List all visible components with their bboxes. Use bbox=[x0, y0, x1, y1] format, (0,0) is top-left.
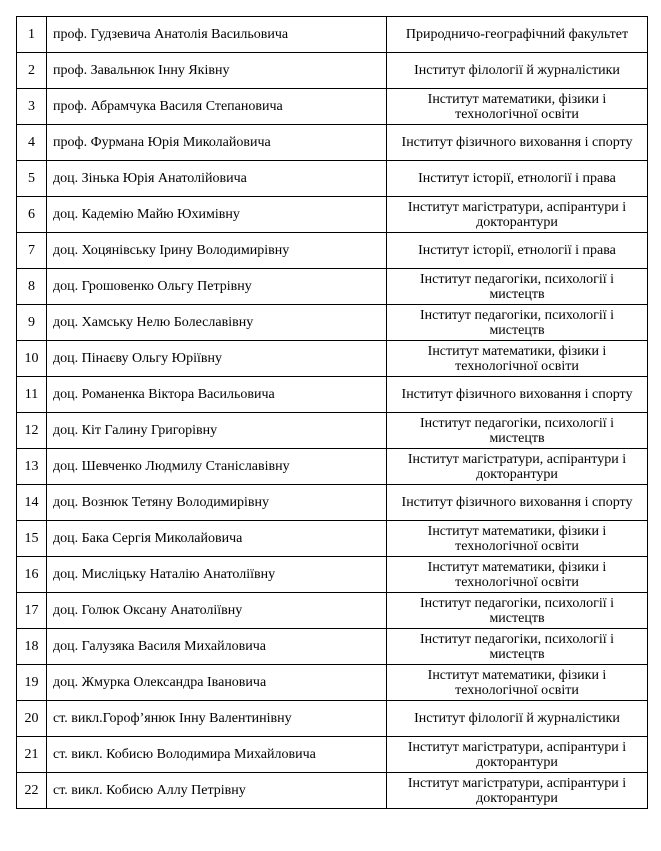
institute-name: Інститут фізичного виховання і спорту bbox=[387, 125, 648, 161]
row-number: 3 bbox=[17, 89, 47, 125]
table-row bbox=[17, 125, 648, 161]
institute-name: Інститут математики, фізики і технологічної освіти bbox=[387, 89, 648, 125]
table-row bbox=[17, 377, 648, 413]
row-number: 15 bbox=[17, 521, 47, 557]
institute-name: Інститут фізичного виховання і спорту bbox=[387, 377, 648, 413]
row-number: 11 bbox=[17, 377, 47, 413]
institute-name: Інститут філології й журналістики bbox=[387, 701, 648, 737]
table-row bbox=[17, 413, 648, 449]
institute-name: Інститут математики, фізики і технологічної освіти bbox=[387, 521, 648, 557]
table-row bbox=[17, 629, 648, 665]
table-row bbox=[17, 773, 648, 809]
table-row bbox=[17, 665, 648, 701]
row-number: 13 bbox=[17, 449, 47, 485]
institute-name: Інститут фізичного виховання і спорту bbox=[387, 485, 648, 521]
person-name: проф. Фурмана Юрія Миколайовича bbox=[47, 125, 387, 161]
row-number: 2 bbox=[17, 53, 47, 89]
row-number: 1 bbox=[17, 17, 47, 53]
person-name: доц. Мисліцьку Наталію Анатоліївну bbox=[47, 557, 387, 593]
institute-name: Інститут магістратури, аспірантури і докторантури bbox=[387, 449, 648, 485]
institute-name: Інститут педагогіки, психології і мистецтв bbox=[387, 269, 648, 305]
row-number: 18 bbox=[17, 629, 47, 665]
staff-table bbox=[16, 16, 648, 809]
person-name: доц. Хамську Нелю Болеславівну bbox=[47, 305, 387, 341]
row-number: 20 bbox=[17, 701, 47, 737]
table-row bbox=[17, 53, 648, 89]
person-name: ст. викл. Кобисю Володимира Михайловича bbox=[47, 737, 387, 773]
person-name: доц. Жмурка Олександра Івановича bbox=[47, 665, 387, 701]
row-number: 7 bbox=[17, 233, 47, 269]
person-name: доц. Бака Сергія Миколайовича bbox=[47, 521, 387, 557]
person-name: доц. Галузяка Василя Михайловича bbox=[47, 629, 387, 665]
table-row bbox=[17, 449, 648, 485]
institute-name: Інститут магістратури, аспірантури і докторантури bbox=[387, 773, 648, 809]
table-row bbox=[17, 197, 648, 233]
table-row bbox=[17, 557, 648, 593]
table-row bbox=[17, 305, 648, 341]
table-row bbox=[17, 161, 648, 197]
table-row bbox=[17, 233, 648, 269]
person-name: доц. Кіт Галину Григорівну bbox=[47, 413, 387, 449]
person-name: доц. Голюк Оксану Анатоліївну bbox=[47, 593, 387, 629]
person-name: проф. Абрамчука Василя Степановича bbox=[47, 89, 387, 125]
person-name: доц. Пінаєву Ольгу Юріївну bbox=[47, 341, 387, 377]
row-number: 17 bbox=[17, 593, 47, 629]
institute-name: Інститут педагогіки, психології і мистецтв bbox=[387, 629, 648, 665]
institute-name: Інститут історії, етнології і права bbox=[387, 233, 648, 269]
row-number: 14 bbox=[17, 485, 47, 521]
institute-name: Інститут педагогіки, психології і мистецтв bbox=[387, 413, 648, 449]
row-number: 16 bbox=[17, 557, 47, 593]
table-row bbox=[17, 269, 648, 305]
person-name: ст. викл.Горофʼянюк Інну Валентинівну bbox=[47, 701, 387, 737]
table-row bbox=[17, 593, 648, 629]
table-row bbox=[17, 521, 648, 557]
table-row bbox=[17, 89, 648, 125]
institute-name: Інститут філології й журналістики bbox=[387, 53, 648, 89]
person-name: доц. Грошовенко Ольгу Петрівну bbox=[47, 269, 387, 305]
institute-name: Інститут історії, етнології і права bbox=[387, 161, 648, 197]
staff-table-body bbox=[17, 17, 648, 809]
institute-name: Інститут педагогіки, психології і мистецтв bbox=[387, 305, 648, 341]
person-name: ст. викл. Кобисю Аллу Петрівну bbox=[47, 773, 387, 809]
row-number: 5 bbox=[17, 161, 47, 197]
institute-name: Інститут математики, фізики і технологічної освіти bbox=[387, 341, 648, 377]
row-number: 4 bbox=[17, 125, 47, 161]
row-number: 12 bbox=[17, 413, 47, 449]
table-row bbox=[17, 17, 648, 53]
table-row bbox=[17, 341, 648, 377]
person-name: проф. Гудзевича Анатолія Васильовича bbox=[47, 17, 387, 53]
row-number: 8 bbox=[17, 269, 47, 305]
institute-name: Інститут математики, фізики і технологічної освіти bbox=[387, 557, 648, 593]
institute-name: Інститут магістратури, аспірантури і докторантури bbox=[387, 737, 648, 773]
institute-name: Природничо-географічний факультет bbox=[387, 17, 648, 53]
row-number: 6 bbox=[17, 197, 47, 233]
row-number: 10 bbox=[17, 341, 47, 377]
row-number: 21 bbox=[17, 737, 47, 773]
person-name: доц. Зінька Юрія Анатолійовича bbox=[47, 161, 387, 197]
person-name: доц. Вознюк Тетяну Володимирівну bbox=[47, 485, 387, 521]
institute-name: Інститут педагогіки, психології і мистецтв bbox=[387, 593, 648, 629]
table-row bbox=[17, 737, 648, 773]
table-row bbox=[17, 701, 648, 737]
person-name: доц. Романенка Віктора Васильовича bbox=[47, 377, 387, 413]
institute-name: Інститут математики, фізики і технологічної освіти bbox=[387, 665, 648, 701]
person-name: доц. Кадемію Майю Юхимівну bbox=[47, 197, 387, 233]
institute-name: Інститут магістратури, аспірантури і докторантури bbox=[387, 197, 648, 233]
table-row bbox=[17, 485, 648, 521]
person-name: доц. Шевченко Людмилу Станіславівну bbox=[47, 449, 387, 485]
row-number: 19 bbox=[17, 665, 47, 701]
person-name: проф. Завальнюк Інну Яківну bbox=[47, 53, 387, 89]
row-number: 22 bbox=[17, 773, 47, 809]
row-number: 9 bbox=[17, 305, 47, 341]
person-name: доц. Хоцянівську Ірину Володимирівну bbox=[47, 233, 387, 269]
